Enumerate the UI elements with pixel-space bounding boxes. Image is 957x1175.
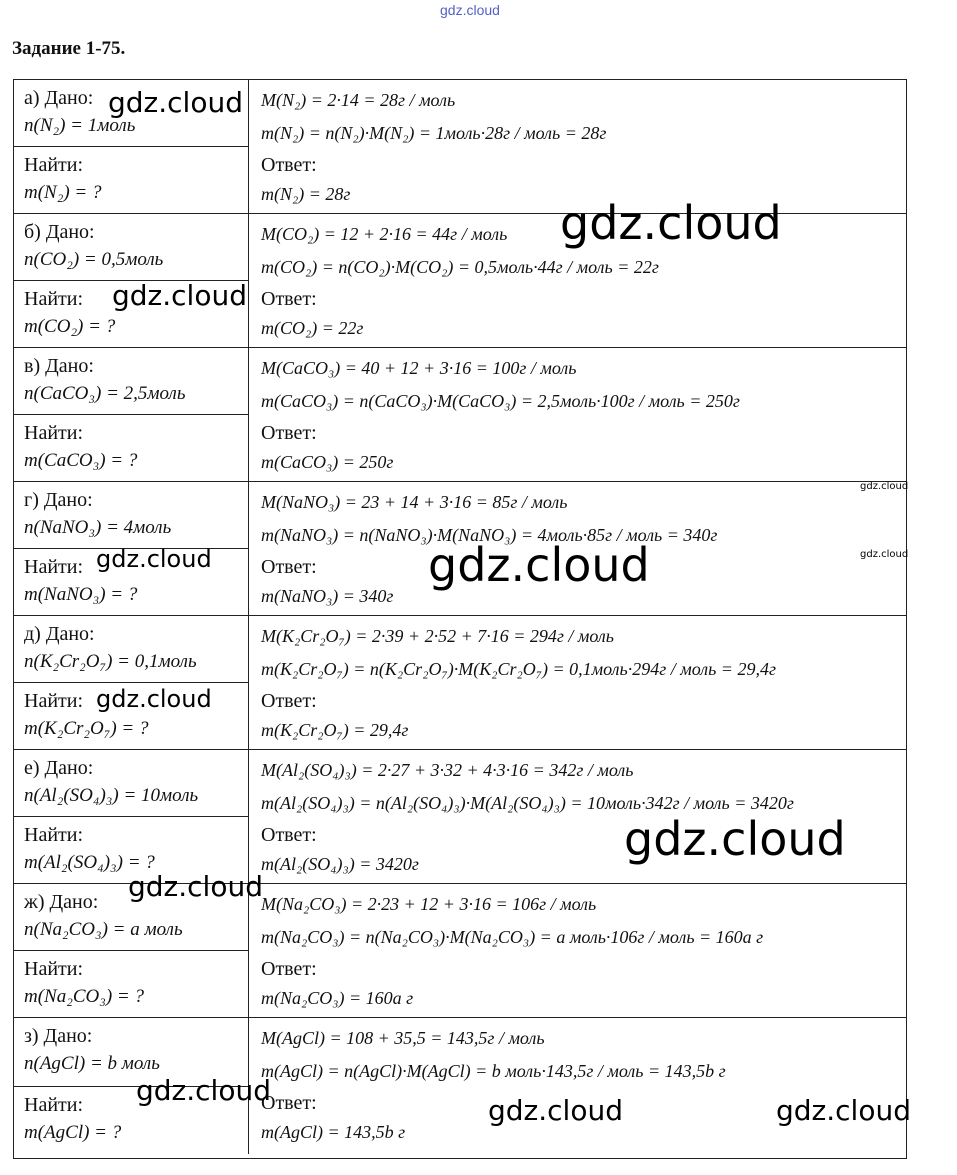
- answer-label: Ответ:: [261, 422, 317, 444]
- answer-value: m(CO₂) = 22г: [261, 318, 364, 338]
- problem-row: [14, 1018, 906, 1154]
- find-value: m(NaNO₃) = ?: [24, 584, 138, 605]
- answer-value: m(NaNO₃) = 340г: [261, 586, 394, 606]
- watermark: gdz.cloud: [488, 1094, 623, 1127]
- find-heading: Найти:: [24, 1093, 84, 1116]
- molar-mass-line: M(Na₂CO₃) = 2·23 + 12 + 3·16 = 106г / моль: [261, 894, 597, 914]
- given-value: n(K₂Cr₂O₇) = 0,1моль: [24, 651, 197, 672]
- answer-label: Ответ:: [261, 288, 317, 310]
- problem-row: [14, 348, 906, 482]
- watermark: gdz.cloud: [96, 545, 212, 573]
- problem-row: [14, 214, 906, 348]
- watermark: gdz.cloud: [776, 1094, 911, 1127]
- find-cell: [14, 683, 248, 749]
- problem-row: [14, 80, 906, 214]
- given-column: [14, 750, 249, 883]
- find-heading: Найти:: [24, 154, 84, 176]
- problem-row: [14, 616, 906, 750]
- given-cell: [14, 348, 248, 415]
- answer-label: Ответ:: [261, 690, 317, 712]
- answer-value: m(N₂) = 28г: [261, 184, 351, 204]
- given-column: [14, 482, 249, 615]
- molar-mass-line: M(AgCl) = 108 + 35,5 = 143,5г / моль: [261, 1028, 545, 1048]
- mass-calculation-line: m(CO₂) = n(CO₂)·M(CO₂) = 0,5моль·44г / моль = 22г: [261, 257, 659, 277]
- find-cell: [14, 147, 248, 213]
- watermark: gdz.cloud: [860, 549, 909, 560]
- watermark: gdz.cloud: [860, 481, 909, 492]
- mass-calculation-line: m(N₂) = n(N₂)·M(N₂) = 1моль·28г / моль = 28г: [261, 123, 607, 143]
- given-cell: [14, 482, 248, 549]
- watermark: gdz.cloud: [560, 196, 782, 250]
- given-heading: д) Дано:: [24, 623, 95, 645]
- given-value: n(Al₂(SO₄)₃) = 10моль: [24, 785, 199, 806]
- solution-cell: [249, 750, 906, 883]
- problem-row: [14, 884, 906, 1018]
- given-heading: з) Дано:: [24, 1025, 93, 1047]
- given-cell: [14, 214, 248, 281]
- solution-cell: [249, 616, 906, 749]
- answer-label: Ответ:: [261, 556, 317, 578]
- given-value: n(AgCl) = b моль: [24, 1053, 160, 1074]
- find-cell: [14, 1087, 248, 1155]
- given-column: [14, 884, 249, 1017]
- molar-mass-line: M(Al₂(SO₄)₃) = 2·27 + 3·32 + 4·3·16 = 342г / моль: [261, 760, 634, 780]
- solution-cell: [249, 80, 906, 213]
- answer-label: Ответ:: [261, 958, 317, 980]
- given-cell: [14, 80, 248, 147]
- given-heading: а) Дано:: [24, 87, 94, 109]
- answer-value: m(AgCl) = 143,5b г: [261, 1122, 406, 1142]
- molar-mass-line: M(NaNO₃) = 23 + 14 + 3·16 = 85г / моль: [261, 492, 568, 512]
- watermark: gdz.cloud: [96, 685, 212, 713]
- find-value: m(N₂) = ?: [24, 182, 102, 203]
- find-heading: Найти:: [24, 422, 84, 444]
- given-value: n(CaCO₃) = 2,5моль: [24, 383, 186, 404]
- mass-calculation-line: m(CaCO₃) = n(CaCO₃)·M(CaCO₃) = 2,5моль·100г / моль = 250г: [261, 391, 740, 411]
- watermark: gdz.cloud: [136, 1074, 271, 1107]
- given-value: n(Na₂CO₃) = a моль: [24, 919, 183, 940]
- given-column: [14, 616, 249, 749]
- find-heading: Найти:: [24, 824, 84, 846]
- mass-calculation-line: m(K₂Cr₂O₇) = n(K₂Cr₂O₇)·M(K₂Cr₂O₇) = 0,1моль·294г / моль = 29,4г: [261, 659, 776, 679]
- given-heading: е) Дано:: [24, 757, 94, 779]
- molar-mass-line: M(CaCO₃) = 40 + 12 + 3·16 = 100г / моль: [261, 358, 577, 378]
- solution-cell: [249, 884, 906, 1017]
- given-cell: [14, 616, 248, 683]
- answer-value: m(K₂Cr₂O₇) = 29,4г: [261, 720, 409, 740]
- find-cell: [14, 281, 248, 347]
- given-heading: б) Дано:: [24, 221, 95, 243]
- solution-cell: [249, 348, 906, 481]
- molar-mass-line: M(N₂) = 2·14 = 28г / моль: [261, 90, 456, 110]
- top-watermark: gdz.cloud: [440, 2, 500, 18]
- given-column: [14, 214, 249, 347]
- task-title: Задание 1-75.: [12, 38, 126, 59]
- given-cell: [14, 1018, 248, 1087]
- find-value: m(K₂Cr₂O₇) = ?: [24, 718, 149, 739]
- mass-calculation-line: m(AgCl) = n(AgCl)·M(AgCl) = b моль·143,5г / моль = 143,5b г: [261, 1061, 726, 1081]
- answer-label: Ответ:: [261, 824, 317, 846]
- watermark: gdz.cloud: [112, 279, 247, 312]
- find-cell: [14, 817, 248, 883]
- answer-value: m(Na₂CO₃) = 160a г: [261, 988, 414, 1008]
- find-value: m(Al₂(SO₄)₃) = ?: [24, 852, 155, 873]
- given-value: n(CO₂) = 0,5моль: [24, 249, 164, 270]
- watermark: gdz.cloud: [428, 538, 650, 592]
- find-heading: Найти:: [24, 690, 84, 712]
- answer-value: m(Al₂(SO₄)₃) = 3420г: [261, 854, 419, 874]
- watermark: gdz.cloud: [624, 812, 846, 866]
- answer-value: m(CaCO₃) = 250г: [261, 452, 394, 472]
- solution-table: [13, 79, 907, 1159]
- answer-label: Ответ:: [261, 1092, 317, 1114]
- given-column: [14, 348, 249, 481]
- given-value: n(NaNO₃) = 4моль: [24, 517, 172, 538]
- answer-label: Ответ:: [261, 154, 317, 176]
- find-heading: Найти:: [24, 556, 84, 578]
- find-cell: [14, 549, 248, 615]
- given-cell: [14, 750, 248, 817]
- watermark: gdz.cloud: [128, 870, 263, 903]
- given-cell: [14, 884, 248, 951]
- problem-row: [14, 750, 906, 884]
- find-value: m(Na₂CO₃) = ?: [24, 986, 144, 1007]
- given-heading: в) Дано:: [24, 355, 94, 377]
- mass-calculation-line: m(Na₂CO₃) = n(Na₂CO₃)·M(Na₂CO₃) = a моль·106г / моль = 160a г: [261, 927, 764, 947]
- find-heading: Найти:: [24, 288, 84, 310]
- find-cell: [14, 415, 248, 481]
- find-cell: [14, 951, 248, 1017]
- mass-calculation-line: m(NaNO₃) = n(NaNO₃)·M(NaNO₃) = 4моль·85г / моль = 340г: [261, 525, 718, 545]
- given-heading: г) Дано:: [24, 489, 93, 511]
- solution-cell: [249, 1018, 906, 1154]
- find-value: m(CaCO₃) = ?: [24, 450, 138, 471]
- solution-cell: [249, 481, 909, 615]
- watermark: gdz.cloud: [108, 86, 243, 119]
- mass-calculation-line: m(Al₂(SO₄)₃) = n(Al₂(SO₄)₃)·M(Al₂(SO₄)₃) = 10моль·342г / моль = 3420г: [261, 793, 794, 813]
- find-heading: Найти:: [24, 958, 84, 980]
- given-column: [14, 80, 249, 213]
- molar-mass-line: M(CO₂) = 12 + 2·16 = 44г / моль: [261, 224, 508, 244]
- find-value: m(CO₂) = ?: [24, 316, 116, 337]
- given-value: n(N₂) = 1моль: [24, 115, 136, 136]
- problem-row: [14, 481, 909, 616]
- given-column: [14, 1018, 249, 1154]
- solution-cell: [249, 214, 906, 347]
- given-heading: ж) Дано:: [24, 891, 99, 913]
- find-value: m(AgCl) = ?: [24, 1121, 122, 1143]
- molar-mass-line: M(K₂Cr₂O₇) = 2·39 + 2·52 + 7·16 = 294г / моль: [261, 626, 614, 646]
